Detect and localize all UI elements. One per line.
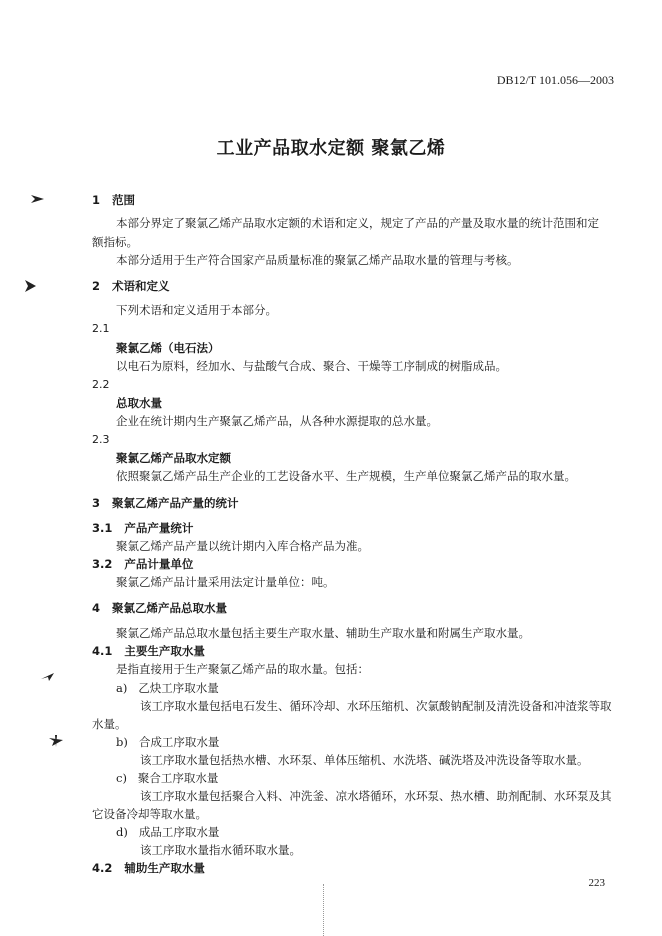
list-item-label (116, 681, 219, 695)
section-2-heading (92, 279, 170, 293)
subsection-heading (92, 557, 193, 571)
paragraph-line: 聚氯乙烯产品产量以统计期内入库合格产品为准。 (116, 539, 369, 553)
section-title: 聚氯乙烯产品总取水量 (112, 601, 228, 615)
item-name: 乙炔工序取水量 (138, 681, 219, 695)
list-item-desc: 它设备冷却等取水量。 (92, 807, 207, 821)
item-name: 合成工序取水量 (138, 735, 220, 749)
section-number: 2 (92, 279, 101, 293)
term-number: 2.3 (92, 433, 110, 446)
term-definition: 企业在统计期内生产聚氯乙烯产品，从各种水源提取的总水量。 (116, 414, 438, 428)
margin-arrow-icon (40, 670, 56, 682)
list-item-desc: 该工序取水量包括聚合入料、冲洗釜、凉水塔循环，水环泵、热水槽、助剂配制、水环泵及其 (140, 789, 612, 803)
section-number: 4 (92, 601, 101, 615)
term-name: 总取水量 (116, 396, 162, 410)
term-number: 2.2 (92, 378, 110, 391)
item-marker: d) (116, 825, 128, 839)
item-marker: c) (116, 771, 127, 785)
subsection-heading (92, 644, 205, 658)
subsection-title: 产品产量统计 (124, 521, 194, 535)
list-item-desc: 该工序取水量包括电石发生、循环冷却、水环压缩机、次氯酸钠配制及清洗设备和冲渣浆等取 (140, 699, 612, 713)
term-name: 聚氯乙烯（电石法） (116, 341, 220, 355)
term-definition: 以电石为原料，经加水、与盐酸气合成、聚合、干燥等工序制成的树脂成品。 (116, 359, 507, 373)
list-item-label (116, 771, 218, 785)
paragraph-line: 是指直接用于生产聚氯乙烯产品的取水量。包括： (116, 662, 369, 676)
item-marker: b) (116, 735, 128, 749)
paragraph-line: 下列术语和定义适用于本部分。 (116, 303, 277, 317)
paragraph-line: 聚氯乙烯产品计量采用法定计量单位：吨。 (116, 575, 335, 589)
paragraph-line: 本部分适用于生产符合国家产品质量标准的聚氯乙烯产品取水量的管理与考核。 (116, 253, 519, 267)
list-item-desc: 该工序取水量指水循环取水量。 (140, 843, 301, 857)
subsection-number: 4.1 (92, 644, 113, 658)
paragraph-line: 额指标。 (92, 235, 138, 249)
standard-code: DB12/T 101.056—2003 (496, 73, 614, 87)
subsection-number: 3.1 (92, 521, 113, 535)
section-3-heading (92, 496, 239, 510)
subsection-heading (92, 521, 193, 535)
term-number: 2.1 (92, 322, 110, 335)
list-item-label (116, 735, 219, 749)
term-name: 聚氯乙烯产品取水定额 (116, 451, 231, 465)
subsection-title: 辅助生产取水量 (124, 861, 205, 875)
section-1-heading (92, 193, 135, 207)
term-definition: 依照聚氯乙烯产品生产企业的工艺设备水平、生产规模，生产单位聚氯乙烯产品的取水量。 (116, 469, 576, 483)
subsection-number: 3.2 (92, 557, 113, 571)
section-title: 范围 (112, 193, 136, 207)
list-item-desc: 该工序取水量包括热水槽、水环泵、单体压缩机、水洗塔、碱洗塔及冲洗设备等取水量。 (140, 753, 589, 767)
margin-arrow-icon (22, 280, 38, 292)
section-number: 1 (92, 193, 101, 207)
list-item-label (116, 825, 219, 839)
item-name: 成品工序取水量 (138, 825, 220, 839)
margin-arrow-icon (48, 735, 64, 747)
subsection-number: 4.2 (92, 861, 113, 875)
section-title: 术语和定义 (112, 279, 170, 293)
section-number: 3 (92, 496, 101, 510)
subsection-heading (92, 861, 205, 875)
paragraph-line: 聚氯乙烯产品总取水量包括主要生产取水量、辅助生产取水量和附属生产取水量。 (116, 626, 530, 640)
item-marker: a) (116, 681, 128, 695)
section-title: 聚氯乙烯产品产量的统计 (112, 496, 239, 510)
page-number: 223 (588, 877, 605, 889)
margin-arrow-icon (30, 193, 46, 205)
document-title: 工业产品取水定额 聚氯乙烯 (216, 138, 446, 159)
item-name: 聚合工序取水量 (137, 771, 219, 785)
binding-line (323, 884, 326, 936)
section-4-heading (92, 601, 227, 615)
subsection-title: 主要生产取水量 (124, 644, 205, 658)
paragraph-line: 本部分界定了聚氯乙烯产品取水定额的术语和定义，规定了产品的产量及取水量的统计范围和定 (116, 216, 599, 230)
subsection-title: 产品计量单位 (124, 557, 194, 571)
list-item-desc: 水量。 (92, 717, 127, 731)
